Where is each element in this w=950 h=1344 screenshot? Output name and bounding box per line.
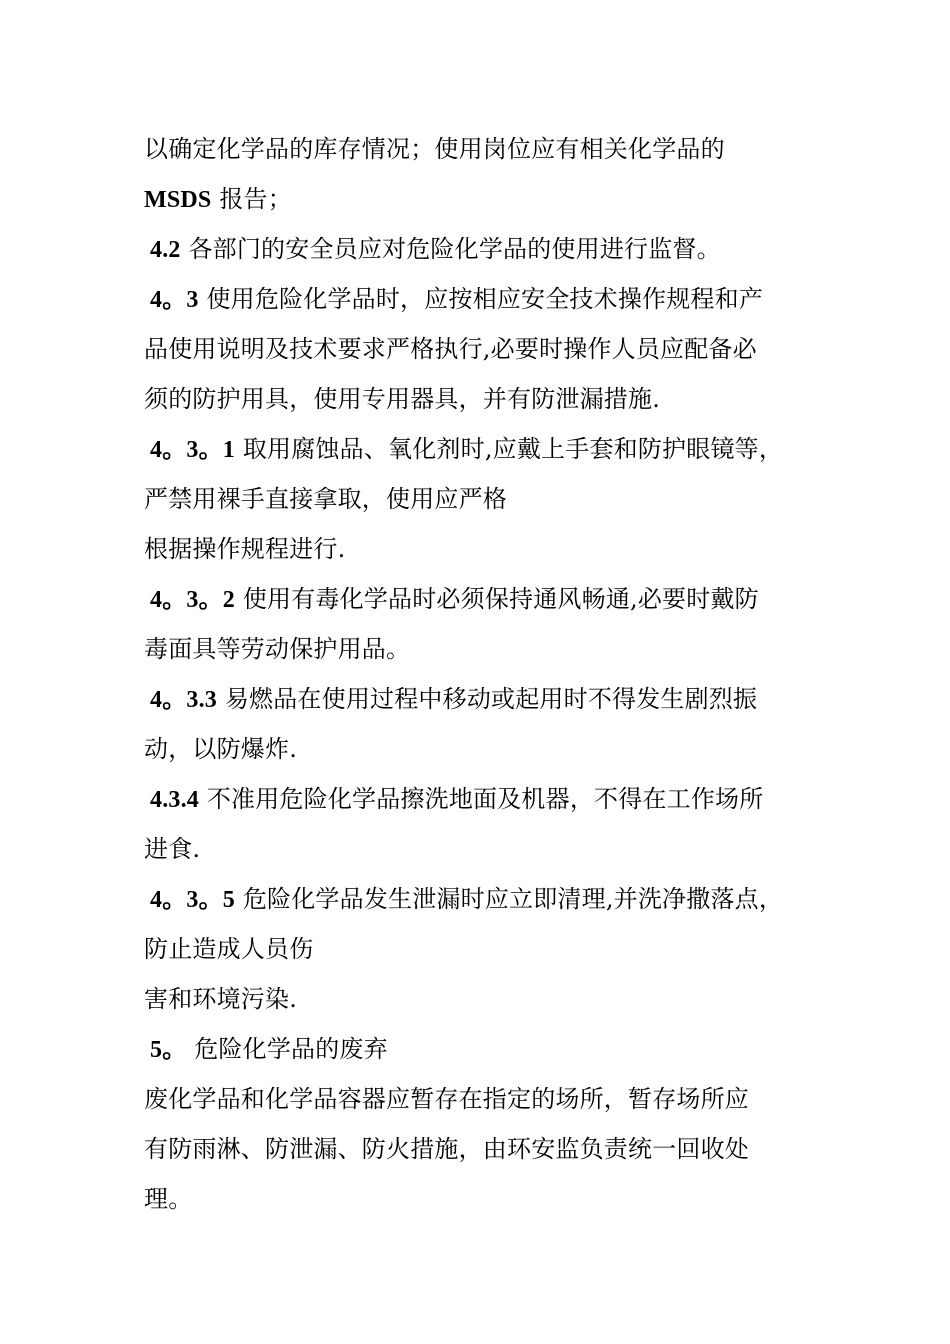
section-heading-4-3: [144, 274, 824, 324]
line-number: 4.2: [150, 237, 181, 263]
line-number: MSDS: [144, 187, 212, 213]
section-heading-4-3-3: [144, 674, 824, 724]
text-line: [144, 1174, 824, 1224]
line-number: 4。3。1: [150, 437, 235, 463]
line-number: 4。3。5: [150, 887, 235, 913]
text-line: [144, 624, 824, 674]
section-heading-4-3-1: [144, 424, 824, 474]
text-line: [144, 824, 824, 874]
section-heading-5: [144, 1024, 824, 1074]
line-number: 4。3。2: [150, 587, 235, 613]
line-number: 4。3.3: [150, 687, 217, 713]
line-number: 4.3.4: [150, 787, 199, 813]
line-text: 危险化学品发生泄漏时应立即清理,并洗净撒落点，: [235, 885, 784, 913]
line-text: 不准用危险化学品擦洗地面及机器，不得在工作场所: [199, 785, 764, 813]
line-text: 易燃品在使用过程中移动或起用时不得发生剧烈振: [217, 685, 758, 713]
section-heading-4-3-2: [144, 574, 824, 624]
line-text: 防止造成人员伤: [144, 935, 314, 963]
line-text: 毒面具等劳动保护用品。: [144, 635, 411, 663]
line-number: 4。3: [150, 287, 199, 313]
line-text: 有防雨淋、防泄漏、防火措施，由环安监负责统一回收处: [144, 1135, 749, 1163]
line-text: 须的防护用具，使用专用器具，并有防泄漏措施.: [144, 385, 661, 413]
text-line: [144, 324, 824, 374]
line-text: 使用危险化学品时，应按相应安全技术操作规程和产: [198, 285, 764, 313]
text-line: [144, 924, 824, 974]
line-text: 根据操作规程进行.: [144, 535, 346, 563]
text-line: [144, 374, 824, 424]
text-line: [144, 524, 824, 574]
document-body: [144, 124, 824, 1224]
section-heading-4-3-5: [144, 874, 824, 924]
section-heading-4-3-4: [144, 774, 824, 824]
text-line: [144, 1074, 824, 1124]
line-text: 害和环境污染.: [144, 985, 298, 1013]
line-text: 报告；: [211, 185, 292, 213]
line-text: 严禁用裸手直接拿取，使用应严格: [144, 485, 507, 513]
text-line: [144, 124, 824, 174]
line-text: 废化学品和化学品容器应暂存在指定的场所，暂存场所应: [144, 1085, 749, 1113]
text-line: [144, 724, 824, 774]
line-text: 危险化学品的废弃: [186, 1035, 388, 1063]
text-line: [144, 974, 824, 1024]
line-number: 5。: [150, 1037, 187, 1063]
text-line: [144, 1124, 824, 1174]
line-text: 品使用说明及技术要求严格执行,必要时操作人员应配备必: [144, 335, 757, 363]
line-text: 各部门的安全员应对危险化学品的使用进行监督。: [180, 235, 721, 263]
text-line: [144, 474, 824, 524]
line-text: 以确定化学品的库存情况；使用岗位应有相关化学品的: [144, 135, 725, 163]
line-text: 动，以防爆炸.: [144, 735, 298, 763]
line-text: 取用腐蚀品、氧化剂时,应戴上手套和防护眼镜等，: [235, 435, 784, 463]
section-heading-4-2: [144, 224, 824, 274]
line-text: 使用有毒化学品时必须保持通风畅通,必要时戴防: [235, 585, 759, 613]
line-text: 进食.: [144, 835, 201, 863]
text-line: [144, 174, 824, 224]
line-text: 理。: [144, 1185, 193, 1213]
